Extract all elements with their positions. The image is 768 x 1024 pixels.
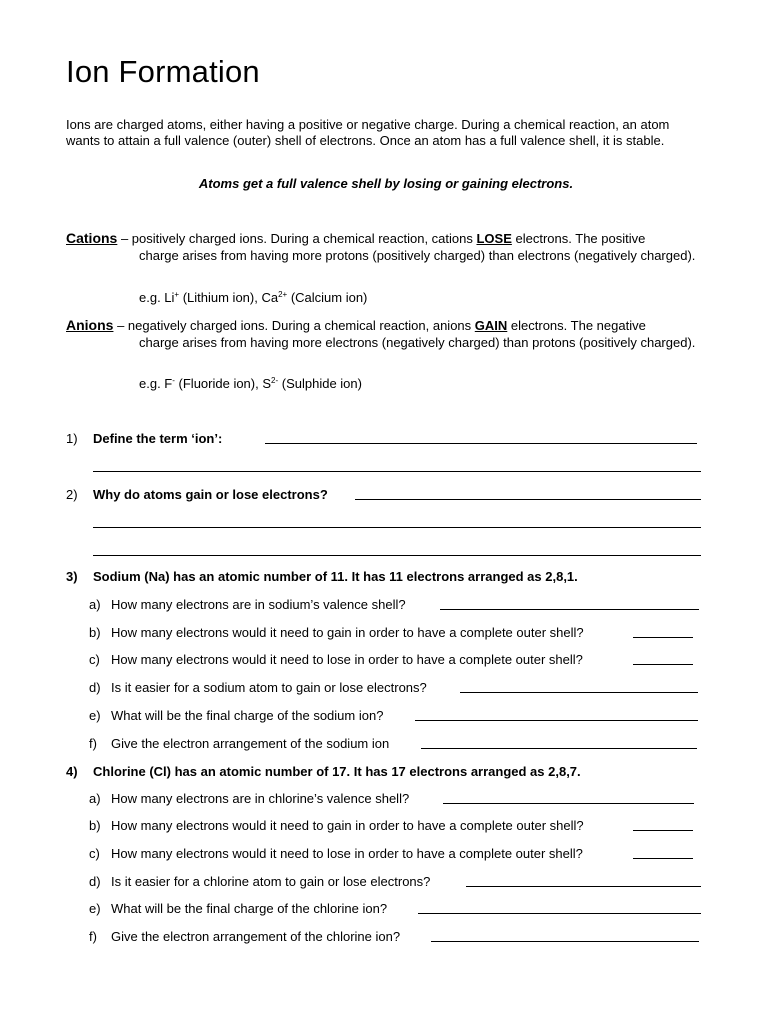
part-text: What will be the final charge of the chlorine ion? xyxy=(111,901,388,916)
cations-example xyxy=(139,290,367,305)
part-text: How many electrons would it need to gain in order to have a complete outer shell? xyxy=(111,625,584,640)
part-text: What will be the final charge of the sodium ion? xyxy=(111,708,384,723)
anions-example-prefix: e.g. F xyxy=(139,376,173,391)
cations-example-prefix: e.g. Li xyxy=(139,290,175,305)
part-text: Is it easier for a chlorine atom to gain or lose electrons? xyxy=(111,874,431,889)
answer-line[interactable] xyxy=(633,637,693,638)
part-text: How many electrons would it need to lose in order to have a complete outer shell? xyxy=(111,652,583,667)
anions-term: Anions xyxy=(66,317,114,333)
answer-line[interactable] xyxy=(93,527,701,528)
intro-paragraph: Ions are charged atoms, either having a positive or negative charge. During a chemical reaction, an atom wants to attain a full valence (outer) shell of electrons. Once an atom has a full valence shell, it is stable. xyxy=(66,117,670,148)
part-label: b) xyxy=(89,625,101,640)
part-text: How many electrons are in chlorine’s valence shell? xyxy=(111,791,410,806)
cations-example-sup2: 2+ xyxy=(278,290,288,299)
answer-line[interactable] xyxy=(443,803,694,804)
cations-example-sup1: + xyxy=(174,290,180,299)
anions-example xyxy=(139,376,362,391)
anions-text-a: – negatively charged ions. During a chemical reaction, anions xyxy=(113,318,472,333)
part-label: a) xyxy=(89,791,101,806)
answer-line[interactable] xyxy=(93,555,701,556)
answer-line[interactable] xyxy=(633,830,693,831)
answer-line[interactable] xyxy=(633,664,693,665)
answer-line[interactable] xyxy=(93,471,701,472)
answer-line[interactable] xyxy=(460,692,698,693)
cations-emph: LOSE xyxy=(476,231,512,246)
part-label: c) xyxy=(89,652,100,667)
anions-text-b: electrons. The negative xyxy=(510,318,646,333)
cations-text-c: charge arises from having more protons (positively charged) than electrons (negatively charged). xyxy=(139,247,696,263)
answer-line[interactable] xyxy=(421,748,697,749)
question-3-text: Sodium (Na) has an atomic number of 11. It has 11 electrons arranged as 2,8,1. xyxy=(93,569,578,584)
answer-line[interactable] xyxy=(355,499,701,500)
answer-line[interactable] xyxy=(633,858,693,859)
answer-line[interactable] xyxy=(440,609,699,610)
part-text: Is it easier for a sodium atom to gain or lose electrons? xyxy=(111,680,427,695)
question-2-text: Why do atoms gain or lose electrons? xyxy=(93,487,328,502)
answer-line[interactable] xyxy=(265,443,697,444)
question-4-number: 4) xyxy=(66,764,78,779)
part-label: f) xyxy=(89,929,97,944)
anions-emph: GAIN xyxy=(474,318,508,333)
question-4-text: Chlorine (Cl) has an atomic number of 17. It has 17 electrons arranged as 2,8,7. xyxy=(93,764,581,779)
anions-example-sup1: - xyxy=(172,376,175,385)
cations-example-mid: (Lithium ion), Ca xyxy=(179,290,279,305)
anions-definition xyxy=(66,317,706,351)
anions-example-mid: (Fluoride ion), S xyxy=(174,376,272,391)
answer-line[interactable] xyxy=(415,720,698,721)
part-label: b) xyxy=(89,818,101,833)
question-3-number: 3) xyxy=(66,569,78,584)
part-text: How many electrons are in sodium’s valence shell? xyxy=(111,597,406,612)
question-1-number: 1) xyxy=(66,431,78,446)
anions-text-c: charge arises from having more electrons (negatively charged) than protons (positively charged). xyxy=(139,334,696,350)
part-label: f) xyxy=(89,736,97,751)
answer-line[interactable] xyxy=(466,886,701,887)
part-text: Give the electron arrangement of the sodium ion xyxy=(111,736,390,751)
cations-text-b: electrons. The positive xyxy=(515,231,646,246)
part-text: Give the electron arrangement of the chlorine ion? xyxy=(111,929,401,944)
answer-line[interactable] xyxy=(431,941,699,942)
part-label: e) xyxy=(89,901,101,916)
key-statement: Atoms get a full valence shell by losing or gaining electrons. xyxy=(198,176,574,191)
cations-text-a: – positively charged ions. During a chemical reaction, cations xyxy=(117,231,473,246)
part-text: How many electrons would it need to gain in order to have a complete outer shell? xyxy=(111,818,584,833)
question-1-text: Define the term ‘ion’: xyxy=(93,431,223,446)
cations-term: Cations xyxy=(66,230,118,246)
part-label: c) xyxy=(89,846,100,861)
cations-example-end: (Calcium ion) xyxy=(287,290,368,305)
part-label: d) xyxy=(89,680,101,695)
part-label: e) xyxy=(89,708,101,723)
cations-definition xyxy=(66,230,706,264)
answer-line[interactable] xyxy=(418,913,701,914)
part-label: d) xyxy=(89,874,101,889)
part-text: How many electrons would it need to lose in order to have a complete outer shell? xyxy=(111,846,583,861)
anions-example-sup2: 2- xyxy=(271,376,279,385)
part-label: a) xyxy=(89,597,101,612)
question-2-number: 2) xyxy=(66,487,78,502)
page-title: Ion Formation xyxy=(66,54,260,89)
anions-example-end: (Sulphide ion) xyxy=(278,376,362,391)
